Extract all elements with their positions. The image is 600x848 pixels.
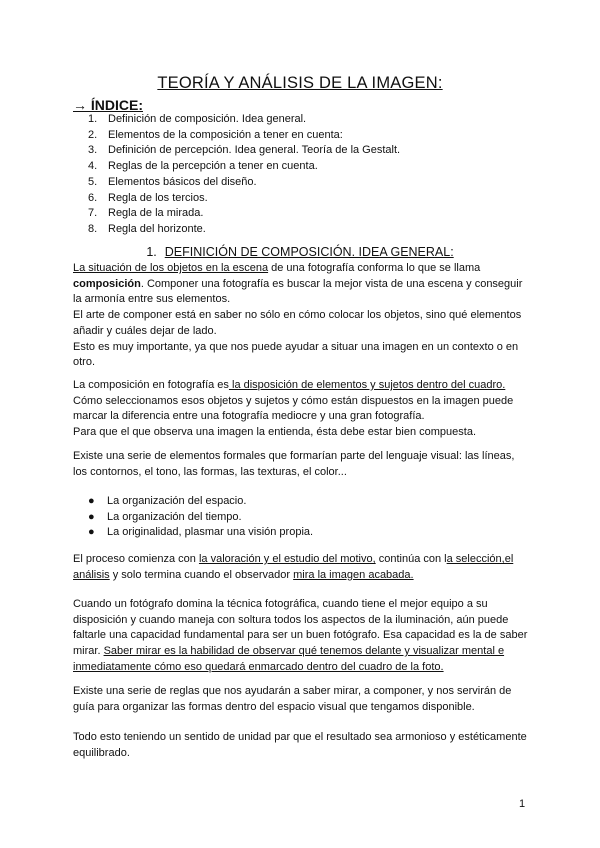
document-title: TEORÍA Y ANÁLISIS DE LA IMAGEN: [157, 74, 443, 92]
paragraph-block-3 [73, 449, 528, 480]
paragraph-block-1 [73, 261, 528, 371]
toc-item: 1. Definición de composición. Idea general. [88, 113, 307, 125]
paragraph: Todo esto teniendo un sentido de unidad par que el resultado sea armonioso y estéticamente equilibrado. [73, 731, 527, 759]
paragraph: Cuando un fotógrafo domina la técnica fotográfica, cuando tiene el mejor equipo a su disposición y cuando maneja con soltura todos los aspectos de la iluminación, aún puede faltarle una capacidad fundamental para ser un buen fotógrafo. Esa capacidad es la de saber mirar. Saber mirar es la habilidad de observar qué tenemos delante y visualizar mental e inmediatamente cómo eso quedará enmarcado dentro del cuadro de la foto. [73, 598, 528, 673]
list-item: ● La organización del espacio. [73, 494, 313, 510]
table-of-contents [73, 112, 400, 238]
paragraph: Existe una serie de elementos formales que formarían parte del lenguaje visual: las líneas, los contornos, el tono, las formas, las texturas, el color... [73, 450, 515, 478]
page-number: 1 [519, 798, 526, 810]
toc-item: 2. Elementos de la composición a tener en cuenta: [88, 128, 343, 141]
toc-item: 3. Definición de percepción. Idea general. Teoría de la Gestalt. [88, 144, 401, 157]
paragraph: El arte de componer está en saber no sólo en cómo colocar los objetos, sino qué elementos añadir y cuáles dejar de lado. [73, 309, 522, 337]
paragraph-block-2 [73, 378, 528, 441]
toc-item: 5. Elementos básicos del diseño. [88, 175, 257, 188]
bullet-icon: ● [88, 510, 95, 523]
bullet-icon: ● [88, 526, 95, 539]
paragraph-block-6 [73, 684, 528, 715]
paragraph: Para que el que observa una imagen la entienda, ésta debe estar bien compuesta. [73, 426, 476, 439]
toc-item: 8. Regla del horizonte. [88, 222, 206, 235]
paragraph: Existe una serie de reglas que nos ayudarán a saber mirar, a componer, y nos servirán de guía para organizar las formas dentro del espacio visual que tengamos disponible. [73, 685, 512, 713]
toc-item: 7. Regla de la mirada. [88, 207, 204, 220]
section-number: 1. [146, 245, 157, 259]
paragraph-block-7 [73, 730, 528, 761]
paragraph: La situación de los objetos en la escena de una fotografía conforma lo que se llama composición. Componer una fotografía es buscar la mejor vista de una escena y conseguir la armonía entre sus elementos. [73, 262, 523, 306]
list-item: ● La originalidad, plasmar una visión propia. [73, 525, 313, 541]
section-title: DEFINICIÓN DE COMPOSICIÓN. IDEA GENERAL: [164, 245, 454, 259]
paragraph-block-5 [73, 597, 528, 676]
paragraph-block-4 [73, 552, 528, 583]
bullet-list [73, 494, 313, 541]
index-heading: → ÍNDICE: [73, 97, 143, 113]
toc-item: 6. Regla de los tercios. [88, 191, 208, 204]
paragraph: Cómo seleccionamos esos objetos y sujetos y cómo están dispuestos en la imagen puede marcar la diferencia entre una fotografía mediocre y una gran fotografía. [73, 394, 514, 423]
paragraph: La composición en fotografía es la disposición de elementos y sujetos dentro del cuadro. [73, 379, 506, 391]
toc-item: 4. Reglas de la percepción a tener en cuenta. [88, 160, 318, 173]
paragraph: Esto es muy importante, ya que nos puede ayudar a situar una imagen en un contexto o en otro. [73, 340, 519, 369]
list-item: ● La organización del tiempo. [73, 510, 313, 526]
section-heading [0, 245, 600, 259]
bullet-icon: ● [88, 495, 95, 507]
paragraph: El proceso comienza con la valoración y el estudio del motivo, continúa con la selección,el análisis y solo termina cuando el observador mira la imagen acabada. [73, 553, 514, 581]
